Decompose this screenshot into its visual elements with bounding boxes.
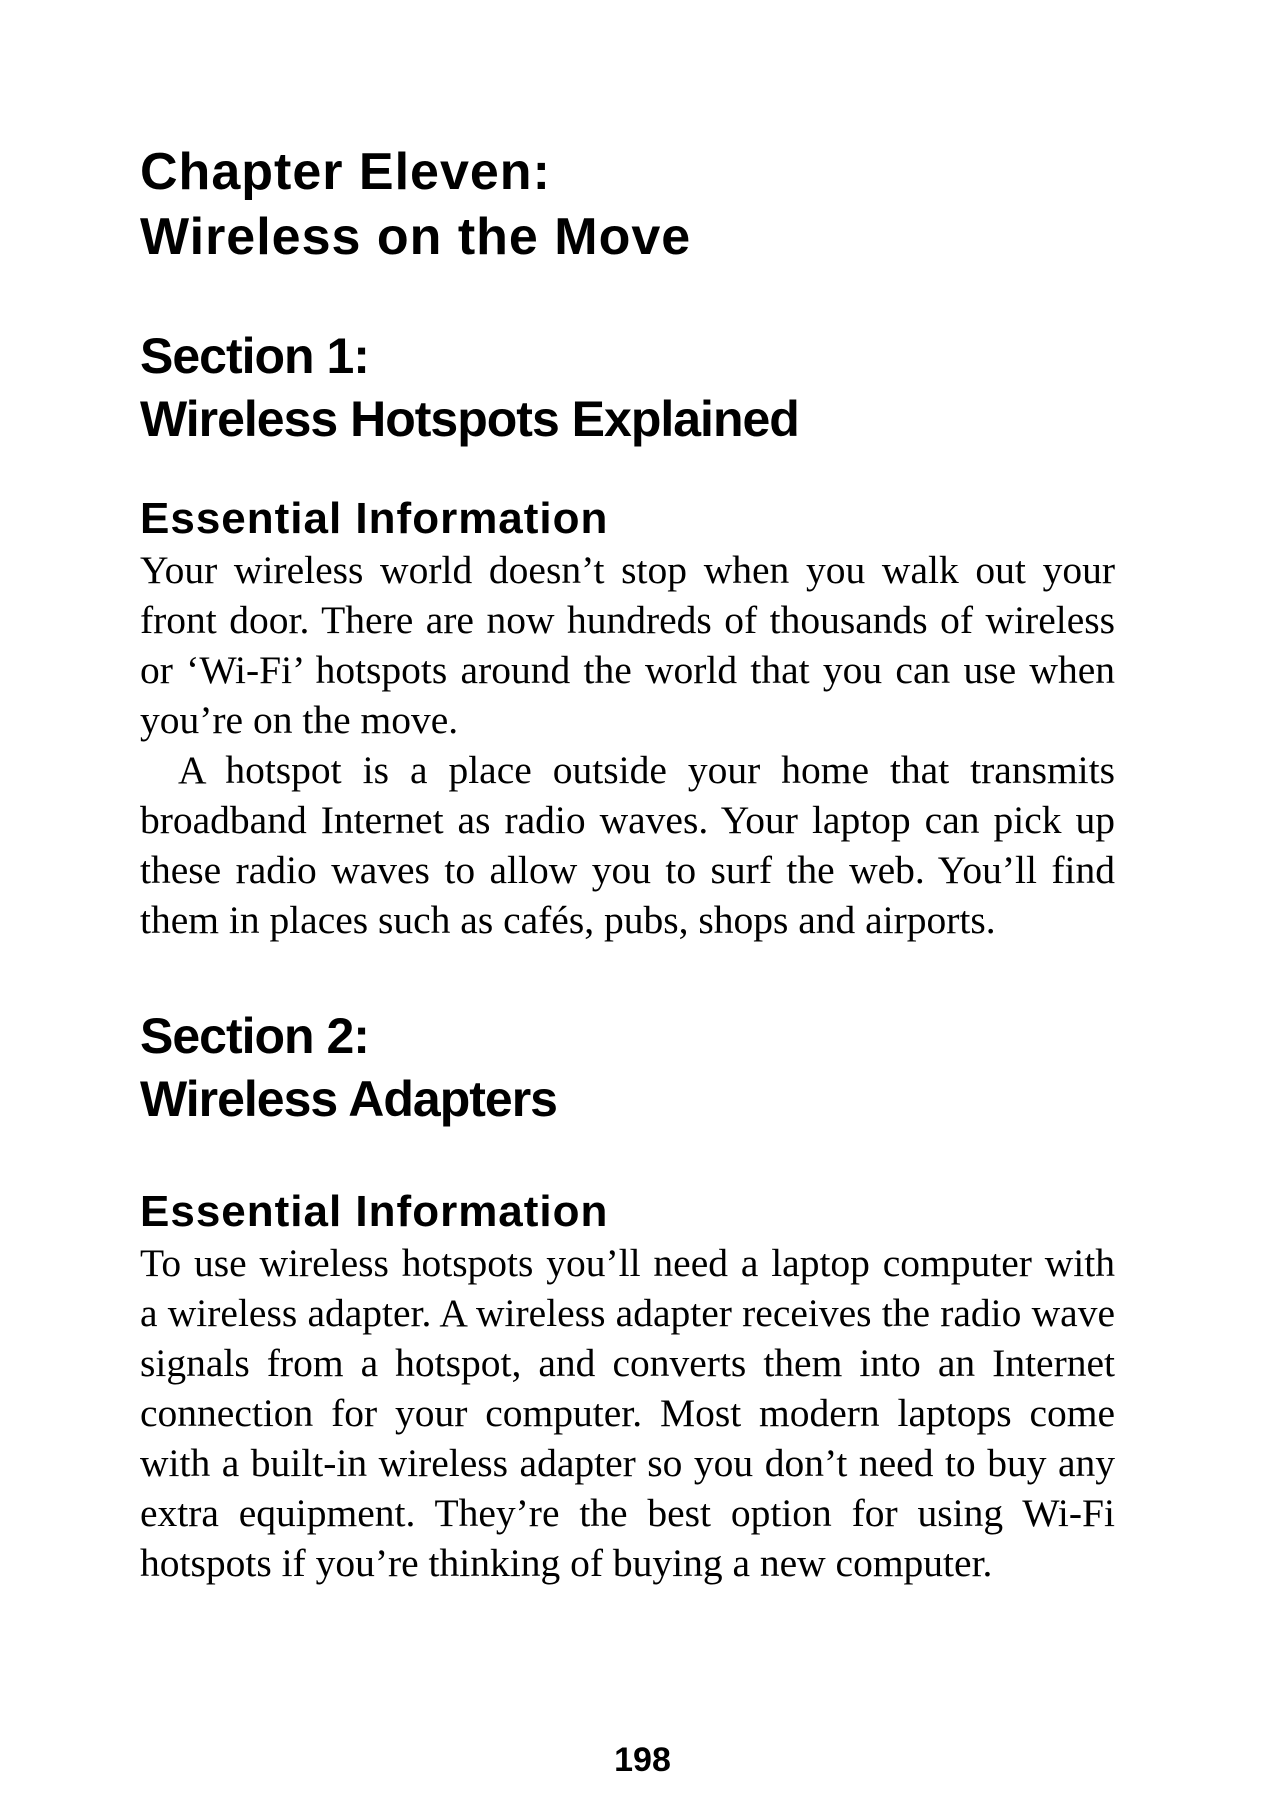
chapter-title-line2: Wireless on the Move bbox=[140, 208, 692, 266]
section-1-title bbox=[140, 325, 1115, 451]
chapter-title bbox=[140, 140, 1115, 270]
section-1-heading: Wireless Hotspots Explained bbox=[140, 391, 799, 447]
section-2-heading: Wireless Adapters bbox=[140, 1071, 557, 1127]
section-2-number: Section 2: bbox=[140, 1008, 369, 1064]
section-1-number: Section 1: bbox=[140, 328, 369, 384]
book-page bbox=[140, 140, 1115, 1588]
section-1-subheading: Essential Information bbox=[140, 494, 609, 543]
section-2-title bbox=[140, 1005, 1115, 1131]
chapter-title-line1: Chapter Eleven: bbox=[140, 143, 551, 201]
page-number: 198 bbox=[614, 1741, 671, 1779]
section-2-paragraph-1: To use wireless hotspots you’ll need a laptop computer with a wireless adapter. A wireless adapter receives the radio wave signals from a hotspot, and converts them into an Internet connection for your computer. Most modern laptops come with a built-in wireless adapter so you don’t need to buy any extra equipment. They’re the best option for using Wi-Fi hotspots if you’re thinking of buying a new computer. bbox=[140, 1241, 1115, 1585]
section-2-subheading: Essential Information bbox=[140, 1187, 609, 1236]
section-1-paragraph-2: A hotspot is a place outside your home that transmits broadband Internet as radio waves. Your laptop can pick up these radio waves to allow you to surf the web. You’ll find them in places such as cafés, pubs, shops and airports. bbox=[140, 748, 1115, 942]
section-1-paragraph-1: Your wireless world doesn’t stop when you walk out your front door. There are now hundreds of thousands of wireless or ‘Wi-Fi’ hotspots around the world that you can use when you’re on the move. bbox=[140, 548, 1115, 742]
